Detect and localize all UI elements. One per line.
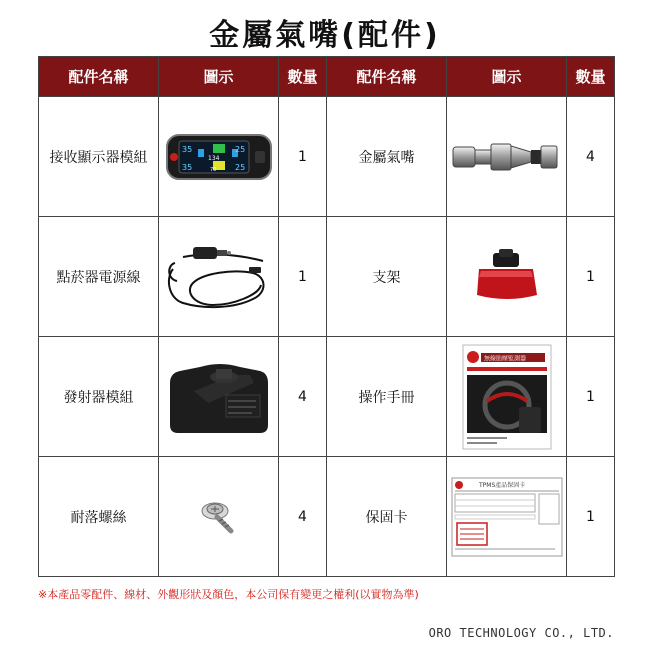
- part-name: 接收顯示器模組: [39, 97, 159, 217]
- metal-valve-icon: [451, 135, 563, 179]
- display-left-top: 35: [181, 144, 192, 154]
- part-image: [159, 217, 279, 337]
- power-cable-icon: [163, 239, 275, 315]
- display-mid-top: 134: [207, 154, 219, 162]
- sensor-module-icon: [164, 355, 274, 439]
- table-row: [39, 337, 615, 457]
- part-qty: 1: [279, 217, 327, 337]
- header-part-name: 配件名稱: [39, 57, 159, 97]
- part-qty: 1: [567, 457, 615, 577]
- display-mid-bottom: 70: [209, 166, 216, 173]
- part-name: 金屬氣嘴: [327, 97, 447, 217]
- page-title: 金屬氣嘴(配件): [209, 18, 441, 53]
- table-row: [39, 217, 615, 337]
- part-name: 保固卡: [327, 457, 447, 577]
- header-quantity-2: 數量: [567, 57, 615, 97]
- part-image: [159, 337, 279, 457]
- part-qty: 4: [567, 97, 615, 217]
- manual-icon: [461, 343, 553, 451]
- part-qty: 4: [279, 457, 327, 577]
- part-name: 支架: [327, 217, 447, 337]
- manual-title: 無線胎壓監測器: [483, 355, 526, 362]
- part-image: [159, 97, 279, 217]
- display-left-bottom: 35: [181, 162, 192, 172]
- part-image: [447, 217, 567, 337]
- display-right-bottom: 25: [234, 162, 245, 172]
- header-image-2: 圖示: [447, 57, 567, 97]
- header-image: 圖示: [159, 57, 279, 97]
- part-name: 點菸器電源線: [39, 217, 159, 337]
- table-row: [39, 457, 615, 577]
- part-image: [447, 457, 567, 577]
- table-header-row: [39, 57, 615, 97]
- bracket-icon: [467, 247, 547, 307]
- part-name: 操作手冊: [327, 337, 447, 457]
- header-quantity: 數量: [279, 57, 327, 97]
- screw-icon: [197, 497, 241, 537]
- part-qty: 4: [279, 337, 327, 457]
- part-name: 耐落螺絲: [39, 457, 159, 577]
- disclaimer-note: ※本產品零配件、線材、外觀形狀及顏色，本公司保有變更之權利(以實物為準): [38, 588, 419, 601]
- part-qty: 1: [279, 97, 327, 217]
- part-image: [159, 457, 279, 577]
- warranty-card-icon: [451, 477, 563, 557]
- receiver-display-icon: [163, 127, 275, 187]
- header-part-name-2: 配件名稱: [327, 57, 447, 97]
- company-name: ORO TECHNOLOGY CO., LTD.: [428, 626, 614, 640]
- part-image: [447, 337, 567, 457]
- warranty-title: TPMS產品保固卡: [478, 481, 525, 489]
- part-image: [447, 97, 567, 217]
- display-right-top: 25: [234, 144, 245, 154]
- part-name: 發射器模組: [39, 337, 159, 457]
- table-row: [39, 97, 615, 217]
- parts-table: [38, 56, 615, 577]
- part-qty: 1: [567, 337, 615, 457]
- part-qty: 1: [567, 217, 615, 337]
